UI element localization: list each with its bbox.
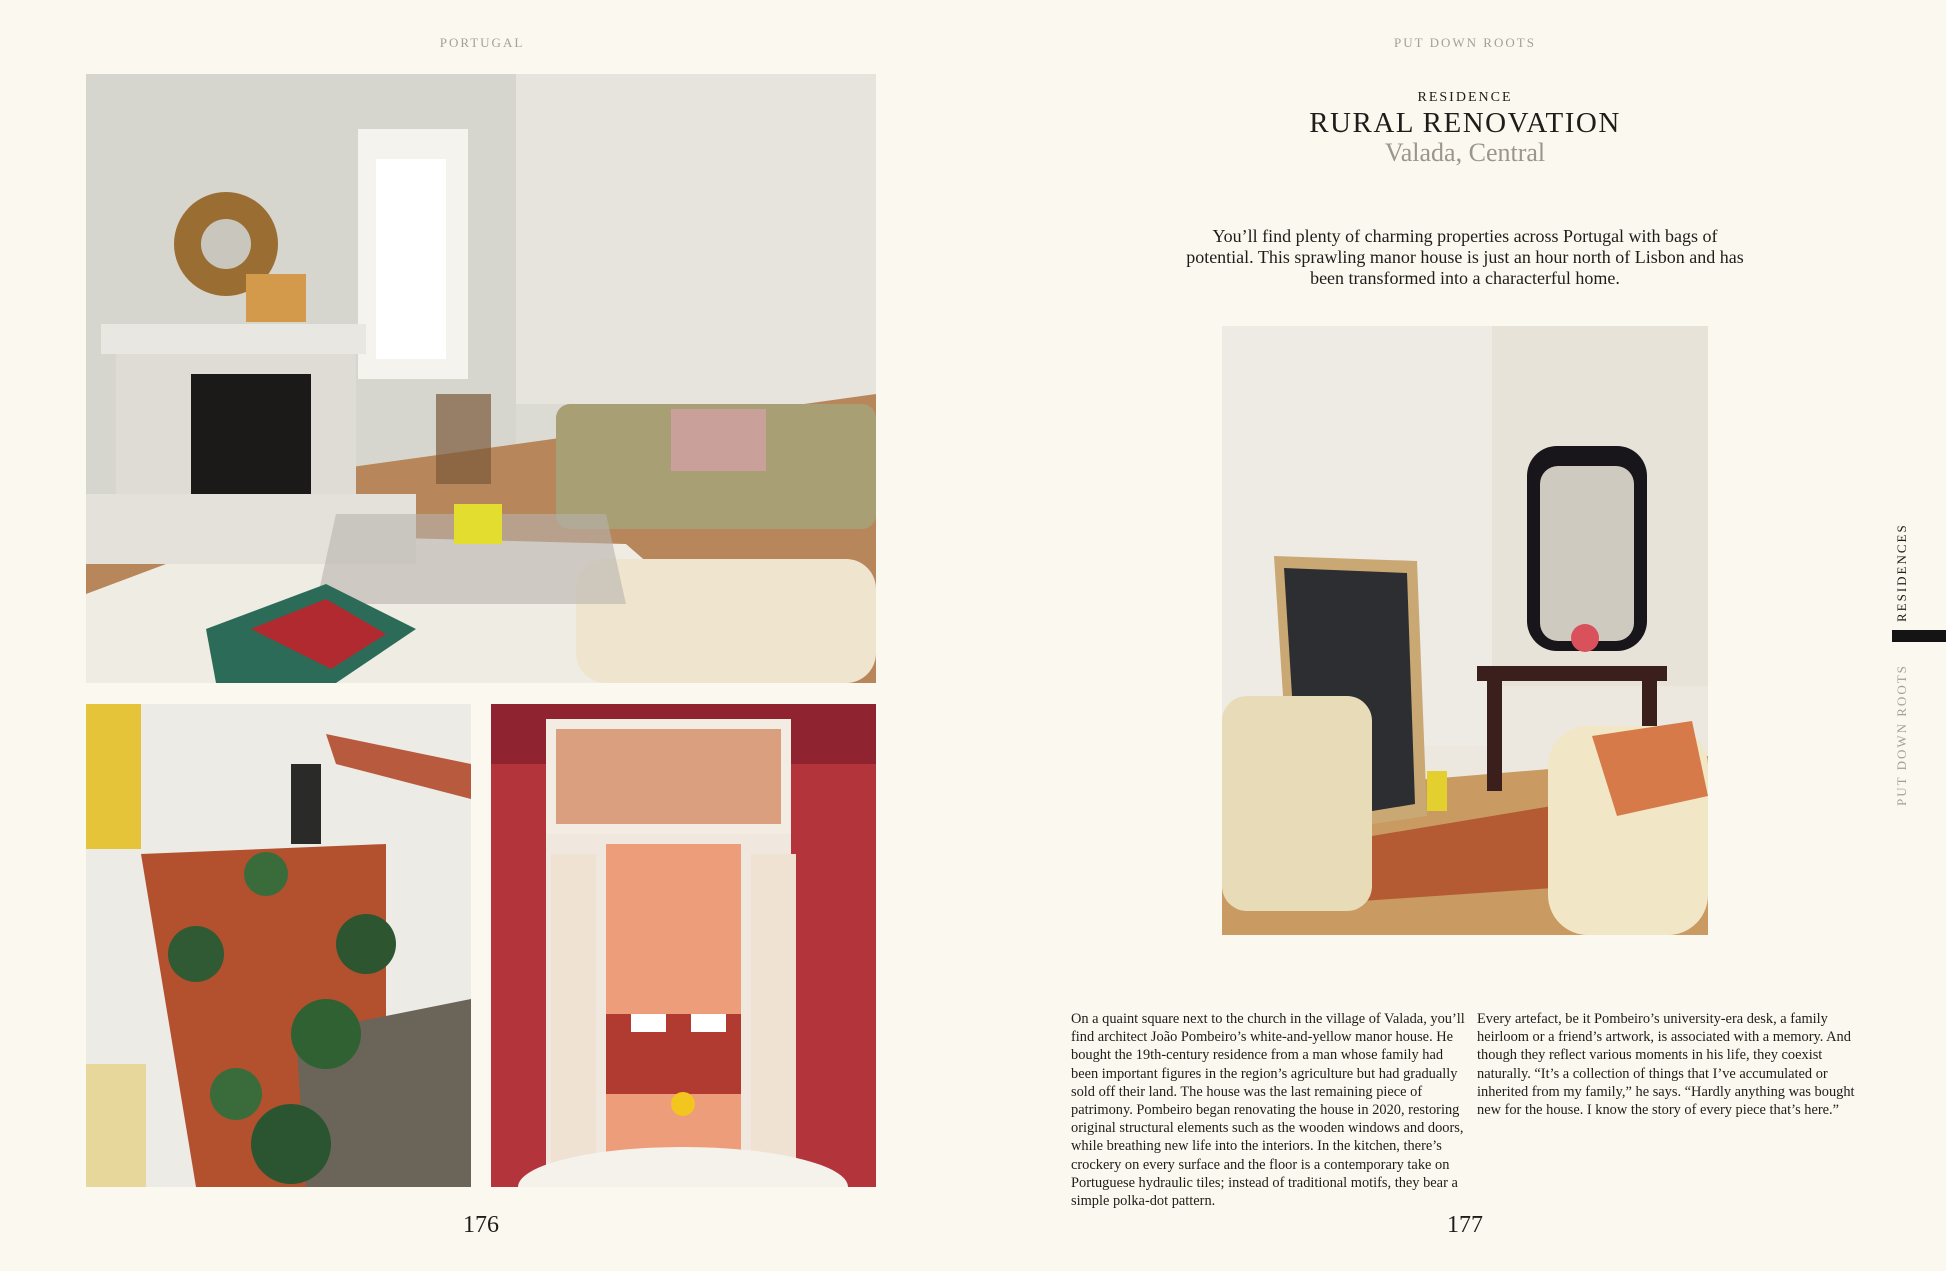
body-column-left bbox=[1071, 1010, 1466, 1210]
article-intro: You’ll find plenty of charming properties across Portugal with bags of potential. This sprawling manor house is just an hour north of Lisbon and has been transformed into a characterful home. bbox=[1186, 226, 1744, 288]
right-running-head: PUT DOWN ROOTS bbox=[1394, 35, 1536, 50]
garden-courtyard-photo bbox=[86, 704, 471, 1187]
side-tab-residences[interactable]: RESIDENCES bbox=[1894, 523, 1909, 622]
right-folio: 177 bbox=[1447, 1212, 1483, 1238]
body-column-right bbox=[1477, 1010, 1872, 1119]
body-paragraph-1: On a quaint square next to the church in the village of Valada, you’ll find architect João Pombeiro’s white-and-yellow manor house. He bought the 19th-century residence from a man whose family had been important figures in the region’s agriculture but had gradually sold off their land. The house was the last remaining piece of patrimony. Pombeiro began renovating the house in 2020, restoring original structural elements such as the wooden windows and doors, while breathing new life into the interiors. In the kitchen, there’s crockery on every surface and the floor is a contemporary take on Portuguese hydraulic tiles; instead of traditional motifs, they bear a simple polka-dot pattern. bbox=[1071, 1011, 1465, 1210]
bedroom-doorway-photo bbox=[491, 704, 876, 1187]
side-tab-active-marker bbox=[1892, 630, 1946, 642]
mirror-room-photo bbox=[1222, 326, 1708, 935]
left-running-head: PORTUGAL bbox=[439, 35, 525, 50]
article-kicker: RESIDENCE bbox=[1417, 90, 1513, 105]
body-paragraph-2: Every artefact, be it Pombeiro’s university-era desk, a family heirloom or a friend’s artwork, is associated with a memory. And though they reflect various moments in his life, they coexist naturally. “It’s a collection of things that I’ve accumulated or inherited from my family,” he says. “Hardly anything was bought new for the house. I know the story of every piece that’s here.” bbox=[1477, 1011, 1855, 1119]
side-tab-put-down-roots[interactable]: PUT DOWN ROOTS bbox=[1894, 664, 1909, 806]
living-room-photo bbox=[86, 74, 876, 683]
article-title: RURAL RENOVATION bbox=[1309, 107, 1621, 139]
left-folio: 176 bbox=[463, 1212, 499, 1238]
article-location: Valada, Central bbox=[1384, 138, 1546, 167]
